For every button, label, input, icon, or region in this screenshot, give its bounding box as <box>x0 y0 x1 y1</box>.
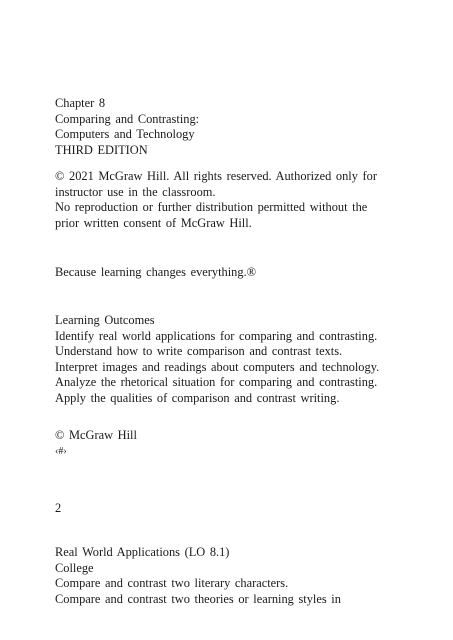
slide-number-block <box>55 501 400 517</box>
learning-outcome-2: Understand how to write comparison and contrast texts. <box>55 344 343 359</box>
real-world-applications-block <box>55 545 400 607</box>
copyright-line-3: No reproduction or further distribution permitted without the <box>55 200 368 215</box>
footer-block <box>55 428 400 459</box>
copyright-line-2: instructor use in the classroom. <box>55 184 216 199</box>
copyright-line-1: © 2021 McGraw Hill. All rights reserved. Authorized only for <box>55 169 377 183</box>
slide-number: 2 <box>55 501 62 515</box>
slide-number-placeholder: ‹#› <box>55 445 67 457</box>
chapter-title-line-1: Comparing and Contrasting: <box>55 111 200 126</box>
application-item-2: Compare and contrast two theories or learning styles in <box>55 591 341 606</box>
copyright-notice <box>55 169 400 231</box>
learning-outcome-3: Interpret images and readings about computers and technology. <box>55 359 380 374</box>
footer-copyright: © McGraw Hill <box>55 428 137 442</box>
tagline: Because learning changes everything.® <box>55 265 257 279</box>
learning-outcome-5: Apply the qualities of comparison and contrast writing. <box>55 390 340 405</box>
chapter-title-line-2: Computers and Technology <box>55 127 195 142</box>
learning-outcome-1: Identify real world applications for comparing and contrasting. <box>55 328 378 343</box>
application-item-1: Compare and contrast two literary characters. <box>55 576 289 591</box>
chapter-title-block <box>55 96 400 158</box>
applications-subheading-college: College <box>55 560 94 575</box>
learning-outcomes-block <box>55 313 400 407</box>
learning-outcomes-heading: Learning Outcomes <box>55 313 155 327</box>
chapter-number: Chapter 8 <box>55 96 106 110</box>
learning-outcome-4: Analyze the rhetorical situation for comparing and contrasting. <box>55 375 378 390</box>
edition-label: THIRD EDITION <box>55 142 148 157</box>
copyright-line-4: prior written consent of McGraw Hill. <box>55 215 252 230</box>
applications-heading: Real World Applications (LO 8.1) <box>55 545 230 559</box>
tagline-block <box>55 265 400 281</box>
